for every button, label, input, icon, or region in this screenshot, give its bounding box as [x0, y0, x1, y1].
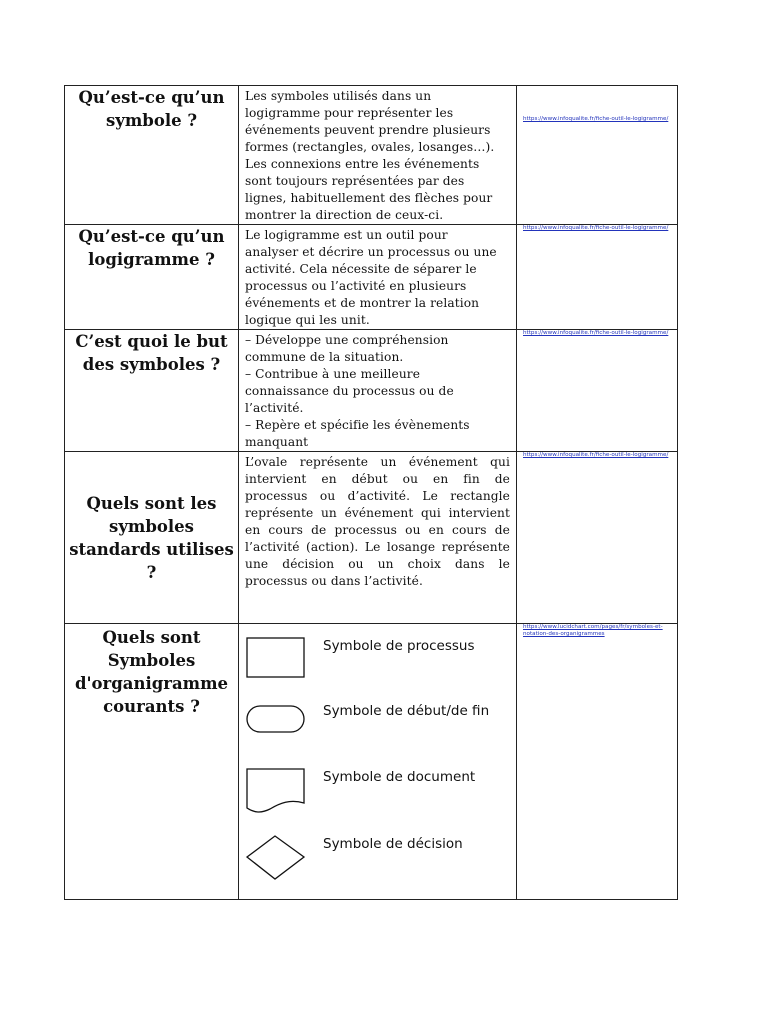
list-item — [245, 701, 509, 751]
reference-cell — [517, 86, 678, 225]
symbol-label: Symbole de document — [323, 769, 476, 785]
symbols-cell — [239, 624, 517, 900]
symbol-label: Symbole de processus — [323, 638, 475, 654]
symbol-label: Symbole de début/de fin — [323, 703, 490, 719]
start-end-oval-icon — [245, 701, 307, 745]
question-cell: Quels sont les symboles standards utilises ? — [65, 452, 239, 624]
answer-text: – Développe une compréhension commune de la situation. – Contribue à une meilleure connaissance du processus ou de l’activité. – Repère et spécifie les évènements manquant — [245, 333, 470, 449]
question-cell: Qu’est-ce qu’un symbole ? — [65, 86, 239, 225]
answer-text: Les symboles utilisés dans un logigramme pour représenter les événements peuvent prendre plusieurs formes (rectangles, ovales, losanges…). Les connexions entre les événements sont toujours représentées par des lignes, habituellement des flèches pour montrer la direction de ceux-ci. — [245, 89, 495, 222]
reference-link[interactable]: https://www.lucidchart.com/pages/fr/symboles-et-notation-des-organigrammes — [523, 624, 663, 637]
list-item — [245, 767, 509, 817]
table-row — [65, 86, 678, 225]
answer-text: L’ovale représente un événement qui intervient en début ou en fin de processus ou d’activité. Le rectangle représente un événement qui intervient en cours de processus ou en cours de l’activité (action). Le losange représente une décision ou un choix dans le processus ou dans l’activité. — [245, 455, 510, 588]
decision-diamond-icon — [245, 834, 307, 884]
question-cell: C’est quoi le but des symboles ? — [65, 330, 239, 452]
answer-text: Le logigramme est un outil pour analyser et décrire un processus ou une activité. Cela nécessite de séparer le processus ou l’activité en plusieurs événements et de montrer la relation logique qui les unit. — [245, 228, 497, 327]
reference-link[interactable]: https://www.infoqualite.fr/fiche-outil-le-logigramme/ — [523, 452, 669, 458]
answer-cell — [239, 86, 517, 225]
reference-link[interactable]: https://www.infoqualite.fr/fiche-outil-le-logigramme/ — [523, 225, 669, 231]
list-item — [245, 834, 509, 884]
answer-cell — [239, 452, 517, 624]
answer-cell — [239, 330, 517, 452]
question-cell: Qu’est-ce qu’un logigramme ? — [65, 225, 239, 330]
list-item — [245, 636, 509, 686]
question-cell: Quels sont Symboles d'organigramme courants ? — [65, 624, 239, 900]
reference-cell — [517, 452, 678, 624]
symbols-list — [239, 624, 516, 897]
process-rectangle-icon — [245, 636, 307, 680]
reference-cell — [517, 624, 678, 900]
qa-table — [64, 85, 678, 900]
symbol-label: Symbole de décision — [323, 836, 463, 852]
answer-cell — [239, 225, 517, 330]
table-row — [65, 225, 678, 330]
reference-cell — [517, 225, 678, 330]
reference-cell — [517, 330, 678, 452]
reference-link[interactable]: https://www.infoqualite.fr/fiche-outil-le-logigramme/ — [523, 116, 669, 122]
table-row — [65, 624, 678, 900]
document-shape-icon — [245, 767, 307, 817]
table-row — [65, 452, 678, 624]
reference-link[interactable]: https://www.infoqualite.fr/fiche-outil-le-logigramme/ — [523, 330, 669, 336]
table-row — [65, 330, 678, 452]
